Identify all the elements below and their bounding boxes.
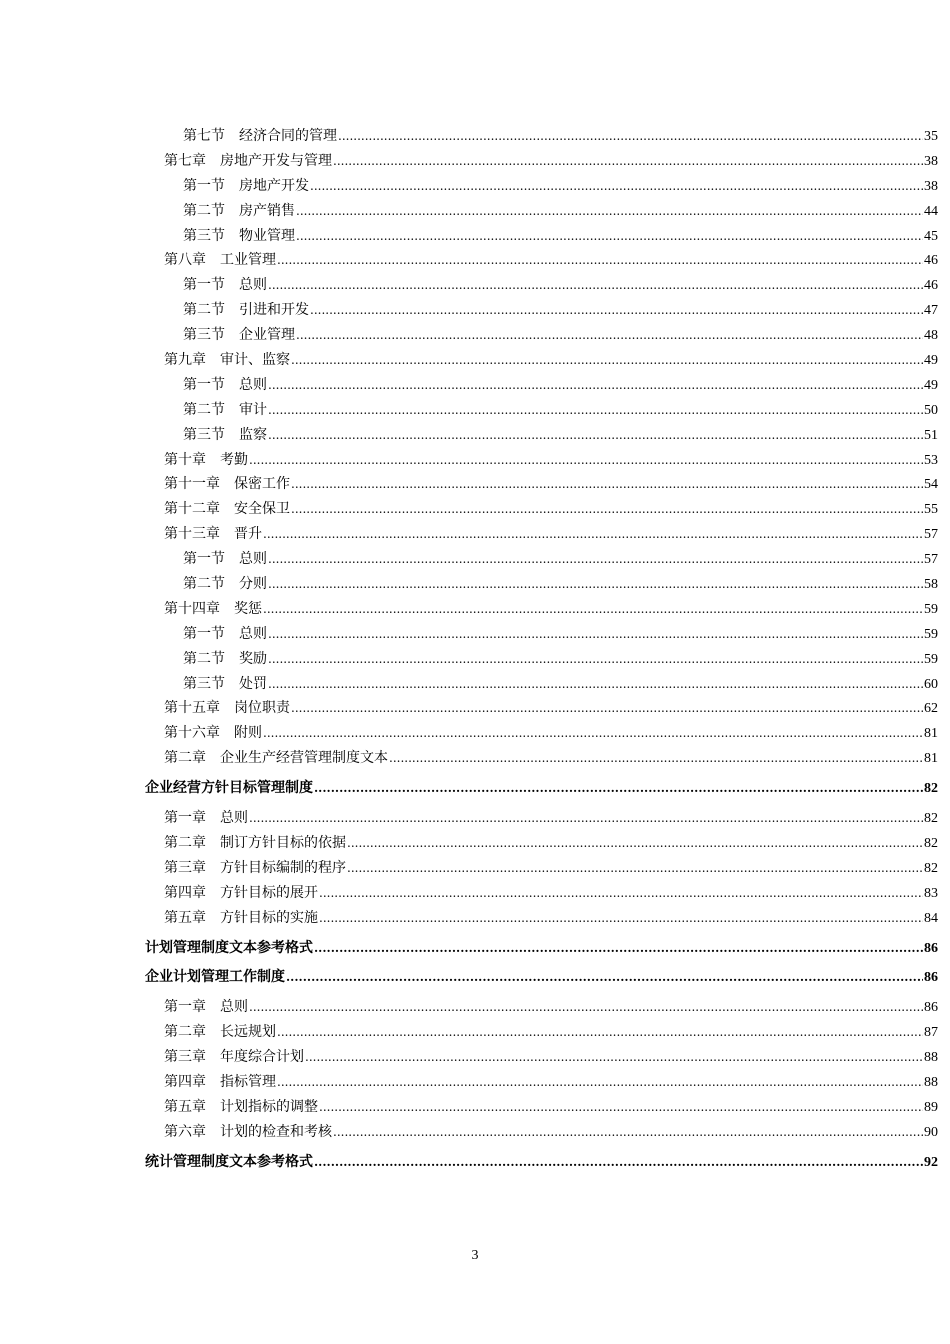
toc-entry-label: 第三节 监察 (183, 426, 267, 443)
toc-page-number: 81 (924, 726, 938, 742)
toc-section-heading[interactable] (0, 936, 950, 961)
toc-dot-leader (314, 936, 923, 961)
toc-page-number: 81 (924, 751, 938, 767)
toc-page-number: 87 (924, 1025, 938, 1041)
toc-subsection-entry[interactable] (0, 398, 950, 423)
toc-entry-label: 第二章 制订方针目标的依据 (164, 834, 346, 851)
toc-page-number: 50 (924, 402, 938, 418)
toc-dot-leader (263, 721, 923, 746)
toc-dot-leader (319, 1095, 923, 1120)
toc-entry-label: 第一章 总则 (164, 999, 248, 1016)
toc-entry-label: 第十四章 奖惩 (164, 600, 262, 617)
toc-dot-leader (389, 746, 923, 771)
toc-entry-label: 第四章 方针目标的展开 (164, 884, 318, 901)
toc-entry-label: 企业计划管理工作制度 (145, 969, 285, 986)
toc-page-number: 53 (924, 452, 938, 468)
toc-page-number: 57 (924, 527, 938, 543)
toc-subsection-entry[interactable] (0, 323, 950, 348)
toc-chapter-entry[interactable] (0, 721, 950, 746)
toc-entry-label: 第九章 审计、监察 (164, 352, 290, 369)
toc-entry-label: 第十五章 岗位职责 (164, 700, 290, 717)
toc-chapter-entry[interactable] (0, 856, 950, 881)
toc-chapter-entry[interactable] (0, 149, 950, 174)
toc-chapter-entry[interactable] (0, 746, 950, 771)
toc-dot-leader (268, 273, 923, 298)
toc-page-number: 44 (924, 203, 938, 219)
toc-chapter-entry[interactable] (0, 881, 950, 906)
toc-page-number: 92 (924, 1154, 938, 1170)
toc-dot-leader (319, 906, 923, 931)
toc-entry-label: 第三章 方针目标编制的程序 (164, 859, 346, 876)
toc-chapter-entry[interactable] (0, 522, 950, 547)
toc-entry-label: 第三节 企业管理 (183, 327, 295, 344)
toc-entry-label: 第七章 房地产开发与管理 (164, 152, 332, 169)
toc-page-number: 48 (924, 328, 938, 344)
toc-chapter-entry[interactable] (0, 696, 950, 721)
toc-chapter-entry[interactable] (0, 472, 950, 497)
toc-entry-label: 统计管理制度文本参考格式 (145, 1153, 313, 1170)
toc-chapter-entry[interactable] (0, 1120, 950, 1145)
toc-page-number: 84 (924, 910, 938, 926)
toc-subsection-entry[interactable] (0, 124, 950, 149)
toc-page-number: 49 (924, 377, 938, 393)
toc-page-number: 46 (924, 278, 938, 294)
toc-entry-label: 第二节 奖励 (183, 650, 267, 667)
toc-entry-label: 企业经营方针目标管理制度 (145, 780, 313, 797)
toc-entry-label: 第三节 处罚 (183, 675, 267, 692)
toc-page-number: 55 (924, 502, 938, 518)
toc-chapter-entry[interactable] (0, 448, 950, 473)
toc-dot-leader (277, 1020, 923, 1045)
toc-dot-leader (319, 881, 923, 906)
toc-subsection-entry[interactable] (0, 572, 950, 597)
toc-chapter-entry[interactable] (0, 806, 950, 831)
toc-page-number: 90 (924, 1124, 938, 1140)
table-of-contents (0, 124, 950, 1180)
toc-dot-leader (333, 149, 923, 174)
toc-page-number: 86 (924, 1000, 938, 1016)
toc-entry-label: 第一节 总则 (183, 376, 267, 393)
toc-page-number: 49 (924, 353, 938, 369)
toc-page-number: 82 (924, 811, 938, 827)
toc-entry-label: 第二节 引进和开发 (183, 302, 309, 319)
toc-dot-leader (249, 806, 923, 831)
toc-dot-leader (263, 597, 923, 622)
toc-entry-label: 第一章 总则 (164, 810, 248, 827)
toc-dot-leader (291, 348, 923, 373)
toc-entry-label: 第五章 方针目标的实施 (164, 909, 318, 926)
toc-page-number: 59 (924, 626, 938, 642)
toc-page-number: 38 (924, 153, 938, 169)
toc-dot-leader (310, 298, 923, 323)
toc-entry-label: 第一节 总则 (183, 551, 267, 568)
toc-dot-leader (286, 965, 923, 990)
toc-entry-label: 第三节 物业管理 (183, 227, 295, 244)
toc-page-number: 59 (924, 651, 938, 667)
toc-page-number: 86 (924, 970, 938, 986)
toc-page-number: 88 (924, 1074, 938, 1090)
toc-page-number: 47 (924, 303, 938, 319)
toc-page-number: 88 (924, 1050, 938, 1066)
toc-page-number: 51 (924, 427, 938, 443)
toc-page-number: 83 (924, 885, 938, 901)
toc-subsection-entry[interactable] (0, 622, 950, 647)
toc-entry-label: 第十六章 附则 (164, 725, 262, 742)
toc-dot-leader (333, 1120, 923, 1145)
toc-page-number: 57 (924, 552, 938, 568)
toc-chapter-entry[interactable] (0, 1095, 950, 1120)
toc-dot-leader (296, 323, 923, 348)
toc-entry-label: 第十三章 晋升 (164, 526, 262, 543)
toc-dot-leader (268, 423, 923, 448)
toc-page-number: 35 (924, 129, 938, 144)
toc-page-number: 86 (924, 940, 938, 956)
toc-subsection-entry[interactable] (0, 174, 950, 199)
toc-entry-label: 第二章 长远规划 (164, 1024, 276, 1041)
toc-dot-leader (314, 776, 923, 801)
toc-chapter-entry[interactable] (0, 995, 950, 1020)
toc-page-number: 60 (924, 676, 938, 692)
toc-dot-leader (249, 995, 923, 1020)
toc-dot-leader (338, 124, 923, 149)
toc-page-number: 82 (924, 781, 938, 797)
toc-dot-leader (296, 199, 923, 224)
toc-dot-leader (249, 448, 923, 473)
toc-page-number: 58 (924, 577, 938, 593)
toc-dot-leader (268, 547, 923, 572)
toc-page-number: 89 (924, 1099, 938, 1115)
toc-chapter-entry[interactable] (0, 1070, 950, 1095)
toc-dot-leader (277, 248, 923, 273)
toc-dot-leader (263, 522, 923, 547)
toc-entry-label: 第二章 企业生产经营管理制度文本 (164, 750, 388, 767)
toc-entry-label: 第一节 总则 (183, 277, 267, 294)
toc-chapter-entry[interactable] (0, 348, 950, 373)
toc-dot-leader (268, 672, 923, 697)
toc-entry-label: 第二节 分则 (183, 576, 267, 593)
toc-page-number: 54 (924, 477, 938, 493)
toc-dot-leader (268, 647, 923, 672)
toc-chapter-entry[interactable] (0, 497, 950, 522)
toc-section-heading[interactable] (0, 776, 950, 801)
toc-subsection-entry[interactable] (0, 647, 950, 672)
toc-entry-label: 第五章 计划指标的调整 (164, 1098, 318, 1115)
toc-dot-leader (347, 831, 923, 856)
toc-entry-label: 第四章 指标管理 (164, 1073, 276, 1090)
toc-subsection-entry[interactable] (0, 547, 950, 572)
toc-dot-leader (268, 373, 923, 398)
toc-entry-label: 第一节 总则 (183, 625, 267, 642)
toc-page-number: 38 (924, 178, 938, 194)
toc-dot-leader (310, 174, 923, 199)
toc-subsection-entry[interactable] (0, 423, 950, 448)
toc-chapter-entry[interactable] (0, 906, 950, 931)
toc-chapter-entry[interactable] (0, 1020, 950, 1045)
toc-chapter-entry[interactable] (0, 1045, 950, 1070)
toc-subsection-entry[interactable] (0, 298, 950, 323)
toc-dot-leader (268, 572, 923, 597)
toc-entry-label: 第十一章 保密工作 (164, 476, 290, 493)
toc-subsection-entry[interactable] (0, 273, 950, 298)
page-number: 3 (471, 1248, 479, 1263)
toc-chapter-entry[interactable] (0, 831, 950, 856)
toc-dot-leader (268, 398, 923, 423)
toc-entry-label: 第六章 计划的检查和考核 (164, 1123, 332, 1140)
toc-dot-leader (296, 224, 923, 249)
toc-page-number: 82 (924, 860, 938, 876)
toc-dot-leader (305, 1045, 923, 1070)
toc-entry-label: 第十二章 安全保卫 (164, 501, 290, 518)
toc-entry-label: 第七节 经济合同的管理 (183, 128, 337, 144)
toc-chapter-entry[interactable] (0, 597, 950, 622)
toc-page-number: 59 (924, 601, 938, 617)
toc-subsection-entry[interactable] (0, 373, 950, 398)
toc-page-number: 62 (924, 701, 938, 717)
toc-page-number: 82 (924, 835, 938, 851)
toc-section-heading[interactable] (0, 1150, 950, 1175)
toc-dot-leader (291, 497, 923, 522)
toc-entry-label: 第二节 房产销售 (183, 202, 295, 219)
toc-entry-label: 第三章 年度综合计划 (164, 1049, 304, 1066)
toc-subsection-entry[interactable] (0, 224, 950, 249)
toc-entry-label: 第二节 审计 (183, 401, 267, 418)
toc-dot-leader (291, 696, 923, 721)
toc-page-number: 46 (924, 253, 938, 269)
toc-entry-label: 第八章 工业管理 (164, 252, 276, 269)
toc-dot-leader (277, 1070, 923, 1095)
toc-subsection-entry[interactable] (0, 199, 950, 224)
toc-dot-leader (347, 856, 923, 881)
toc-entry-label: 第十章 考勤 (164, 451, 248, 468)
toc-dot-leader (314, 1150, 923, 1175)
toc-dot-leader (291, 472, 923, 497)
toc-subsection-entry[interactable] (0, 672, 950, 697)
toc-entry-label: 计划管理制度文本参考格式 (145, 939, 313, 956)
toc-section-heading[interactable] (0, 965, 950, 990)
toc-entry-label: 第一节 房地产开发 (183, 177, 309, 194)
toc-chapter-entry[interactable] (0, 248, 950, 273)
toc-dot-leader (268, 622, 923, 647)
toc-page-number: 45 (924, 228, 938, 244)
